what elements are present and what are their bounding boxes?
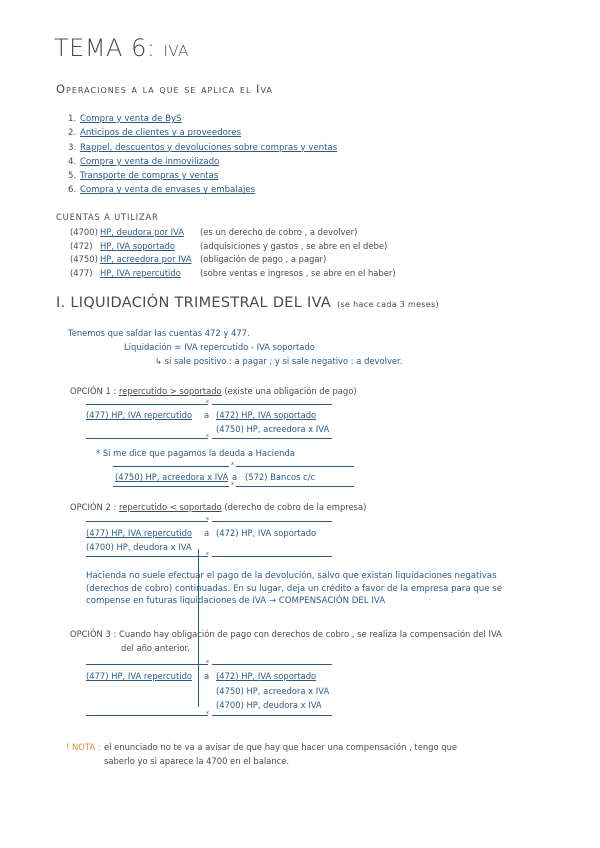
journal-rule <box>86 664 208 665</box>
journal-credit: (4700) HP, deudora x IVA <box>216 700 322 710</box>
journal-rule <box>212 664 332 665</box>
journal-marker: x <box>206 516 209 522</box>
nota-line-2: saberlo yo si aparece la 4700 en el balance. <box>104 756 290 766</box>
option2-title: OPCIÓN 2 : repercutido < soportado (derecho de cobro de la empresa) <box>70 502 367 512</box>
list-item: 3. Rappel, descuentos y devoluciones sobre compras y ventas <box>68 142 338 153</box>
journal-debit: (477) HP, IVA repercutido <box>86 410 193 420</box>
journal-a: a <box>204 410 210 420</box>
journal-rule <box>86 438 208 439</box>
list-item: 6. Compra y venta de envases y embalajes <box>68 185 256 196</box>
option1-title: OPCIÓN 1 : repercutido > soportado (existe una obligación de pago) <box>70 386 357 396</box>
journal-rule <box>212 521 332 522</box>
list-item: 4. Compra y venta de inmovilizado <box>68 156 220 167</box>
title-main: TEMA 6: <box>54 34 156 62</box>
journal-rule <box>212 715 332 716</box>
list-item: (4700) HP, deudora por IVA (es un derecho de cobro , a devolver) <box>70 227 358 237</box>
journal-a: a <box>204 528 210 538</box>
intro-line-1: Tenemos que saldar las cuentas 472 y 477. <box>68 328 250 338</box>
journal-rule <box>113 486 229 487</box>
journal-a: a <box>232 472 238 482</box>
journal-credit: (4750) HP, acreedora x IVA <box>216 686 330 696</box>
accounts-list <box>70 226 396 280</box>
journal-debit: (4700) HP, deudora x IVA <box>86 542 192 552</box>
list-item: 2. Anticipos de clientes y a proveedores <box>68 128 242 139</box>
list-item: (472) HP, IVA soportado (adquisiciones y gastos , se abre en el debe) <box>70 240 388 251</box>
journal-credit: (472) HP, IVA soportado <box>216 410 317 420</box>
section-title: I. LIQUIDACIÓN TRIMESTRAL DEL IVA (se hace cada 3 meses) <box>56 295 439 311</box>
intro-line-3: ↳ si sale positivo : a pagar ; y si sale negativo : a devolver. <box>155 356 403 366</box>
journal-rule <box>236 486 354 487</box>
journal-marker: x <box>206 433 209 439</box>
journal-marker: x <box>206 710 209 716</box>
journal-rule <box>86 556 208 557</box>
list-item: 1. Compra y venta de ByS <box>68 114 182 124</box>
page-title <box>54 34 189 62</box>
intro-line-2: Liquidación = IVA repercutido - IVA soportado <box>124 342 315 352</box>
journal-debit: (477) HP, IVA repercutido <box>86 671 193 681</box>
journal-credit: (572) Bancos c/c <box>245 472 316 482</box>
operations-list <box>68 112 337 198</box>
title-sub: IVA <box>163 42 189 60</box>
journal-credit: (472) HP, IVA soportado <box>216 528 317 538</box>
list-item: (4750) HP, acreedora por IVA (obligación de pago , a pagar) <box>70 254 327 264</box>
accounts-heading: CUENTAS A UTILIZAR <box>56 212 159 222</box>
journal-credit: (472) HP, IVA soportado <box>216 671 317 681</box>
journal-marker: x <box>231 461 234 467</box>
list-item: (477) HP, IVA repercutido (sobre ventas e ingresos , se abre en el haber) <box>70 267 396 278</box>
nota-line-1: el enunciado no te va a avisar de que hay que hacer una compensación , tengo que <box>104 742 458 752</box>
option2-paragraph: Hacienda no suele efectuar el pago de la devolución, salvo que existan liquidaciones negativas (derechos de cobro) continuadas. En su lugar, deja un crédito a favor de la empresa para que se compense en futuras liquidaciones de IVA → COMPENSACIÓN DEL IVA <box>86 571 503 606</box>
option3-title: OPCIÓN 3 : Cuando hay obligación de pago con derechos de cobro , se realiza la compensación del IVA <box>70 629 502 639</box>
journal-rule <box>86 404 208 405</box>
journal-rule <box>212 556 332 557</box>
journal-rule <box>212 404 332 405</box>
journal-marker: x <box>206 399 209 405</box>
journal-rule <box>86 715 208 716</box>
list-item: 5. Transporte de compras y ventas <box>68 171 219 182</box>
journal-rule <box>236 466 354 467</box>
journal-marker: x <box>231 481 234 487</box>
option3-text: del año anterior. <box>121 643 190 653</box>
journal-credit: (4750) HP, acreedora x IVA <box>216 424 330 434</box>
nota-mark: ! NOTA : <box>66 742 101 752</box>
journal-a: a <box>204 671 210 681</box>
journal-rule <box>113 466 229 467</box>
journal-marker: x <box>206 659 209 665</box>
bracket-line <box>198 549 199 707</box>
journal-rule <box>86 521 208 522</box>
operations-heading: Operaciones a la que se aplica el Iva <box>56 82 273 96</box>
option1-star-note: * Si me dice que pagamos la deuda a Hacienda <box>96 448 295 458</box>
journal-debit: (477) HP, IVA repercutido <box>86 528 193 538</box>
journal-debit: (4750) HP, acreedora x IVA <box>115 472 229 482</box>
journal-marker: x <box>206 551 209 557</box>
journal-rule <box>212 438 332 439</box>
